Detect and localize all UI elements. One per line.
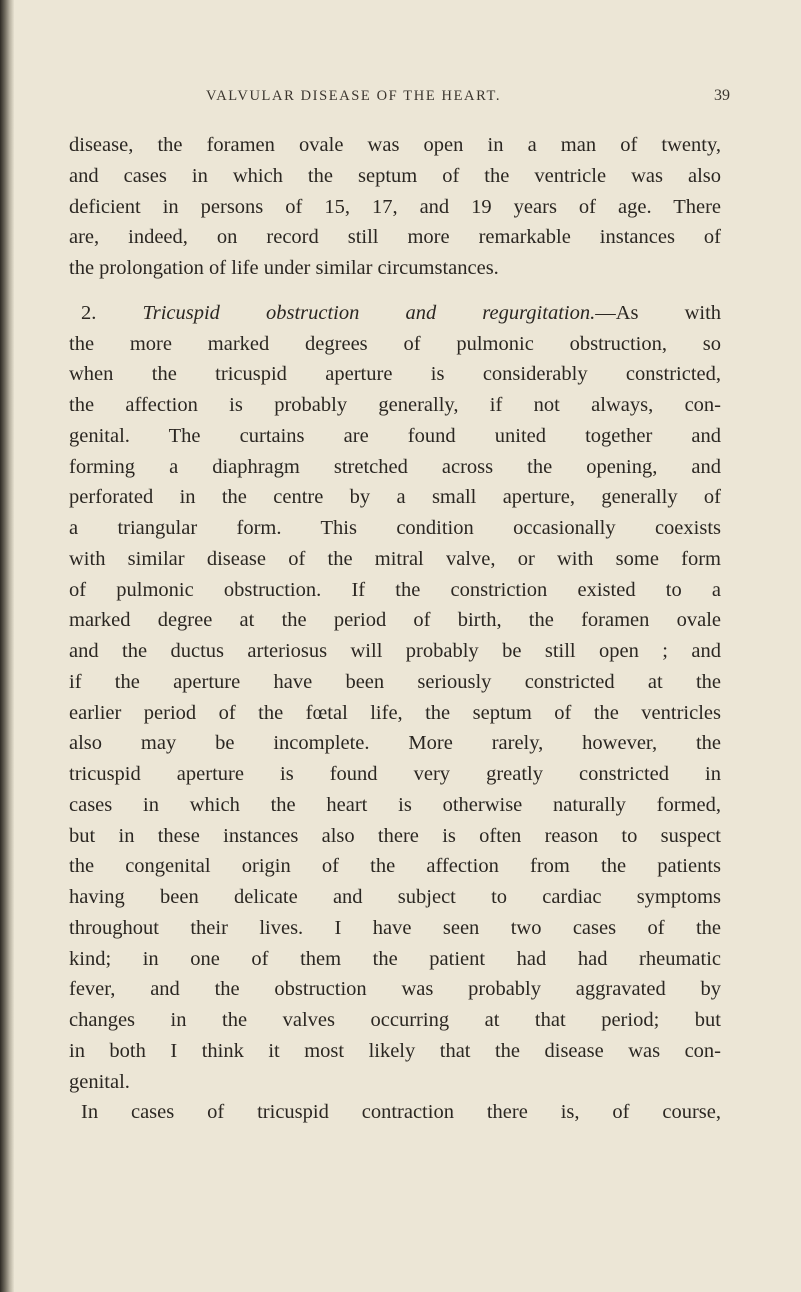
text-line: but in these instances also there is often reason to suspect [69, 824, 721, 847]
paragraph-3 [69, 1097, 721, 1128]
text-line: disease, the foramen ovale was open in a man of twenty, [69, 134, 721, 156]
section-first-line-rest: —As with [595, 301, 722, 324]
running-title: VALVULAR DISEASE OF THE HEART. [206, 88, 502, 104]
text-line: if the aperture have been seriously constricted at the [69, 670, 721, 693]
text-line: the more marked degrees of pulmonic obstruction, so [69, 332, 721, 355]
text-line: forming a diaphragm stretched across the opening, and [69, 455, 721, 478]
text-line: with similar disease of the mitral valve, or with some form [69, 547, 721, 570]
text-line: the affection is probably generally, if not always, con- [69, 394, 721, 416]
text-line: kind; in one of them the patient had had rheumatic [69, 947, 721, 970]
text-line: earlier period of the fœtal life, the septum of the ventricles [69, 701, 721, 724]
text-line: genital. [69, 1070, 130, 1093]
text-line: perforated in the centre by a small aperture, generally of [69, 486, 721, 509]
text-line: throughout their lives. I have seen two cases of the [69, 916, 721, 939]
text-line: of pulmonic obstruction. If the constriction existed to a [69, 578, 721, 601]
text-line: are, indeed, on record still more remarkable instances of [69, 226, 721, 249]
section-first-line [69, 298, 721, 329]
text-line: the congenital origin of the affection from the patients [69, 855, 721, 878]
text-line: the prolongation of life under similar circumstances. [69, 257, 499, 279]
section-number: 2. [81, 301, 97, 324]
text-line: tricuspid aperture is found very greatly constricted in [69, 763, 721, 785]
text-line: deficient in persons of 15, 17, and 19 years of age. There [69, 195, 721, 218]
text-line: cases in which the heart is otherwise naturally formed, [69, 793, 721, 816]
text-line: changes in the valves occurring at that period; but [69, 1009, 721, 1031]
text-line: having been delicate and subject to cardiac symptoms [69, 886, 721, 908]
page-number: 39 [714, 87, 730, 104]
text-line: and the ductus arteriosus will probably be still open ; and [69, 640, 721, 662]
paragraph-gap [69, 284, 721, 298]
text-line: in both I think it most likely that the disease was con- [69, 1039, 721, 1062]
text-line: In cases of tricuspid contraction there is, of course, [81, 1101, 721, 1124]
text-line: a triangular form. This condition occasionally coexists [69, 517, 721, 539]
body-text [69, 130, 721, 1128]
text-line: marked degree at the period of birth, the foramen ovale [69, 609, 721, 632]
paragraph-2 [69, 298, 721, 1098]
text-line: and cases in which the septum of the ventricle was also [69, 164, 721, 187]
paragraph-1 [69, 130, 721, 284]
page-binding-edge [0, 0, 14, 1292]
text-line: fever, and the obstruction was probably aggravated by [69, 978, 721, 1001]
running-header [60, 88, 780, 112]
text-line: genital. The curtains are found united together and [69, 424, 721, 447]
text-line: when the tricuspid aperture is considerably constricted, [69, 363, 721, 386]
text-line: also may be incomplete. More rarely, however, the [69, 732, 721, 755]
section-heading: Tricuspid obstruction and regurgitation. [142, 301, 596, 324]
